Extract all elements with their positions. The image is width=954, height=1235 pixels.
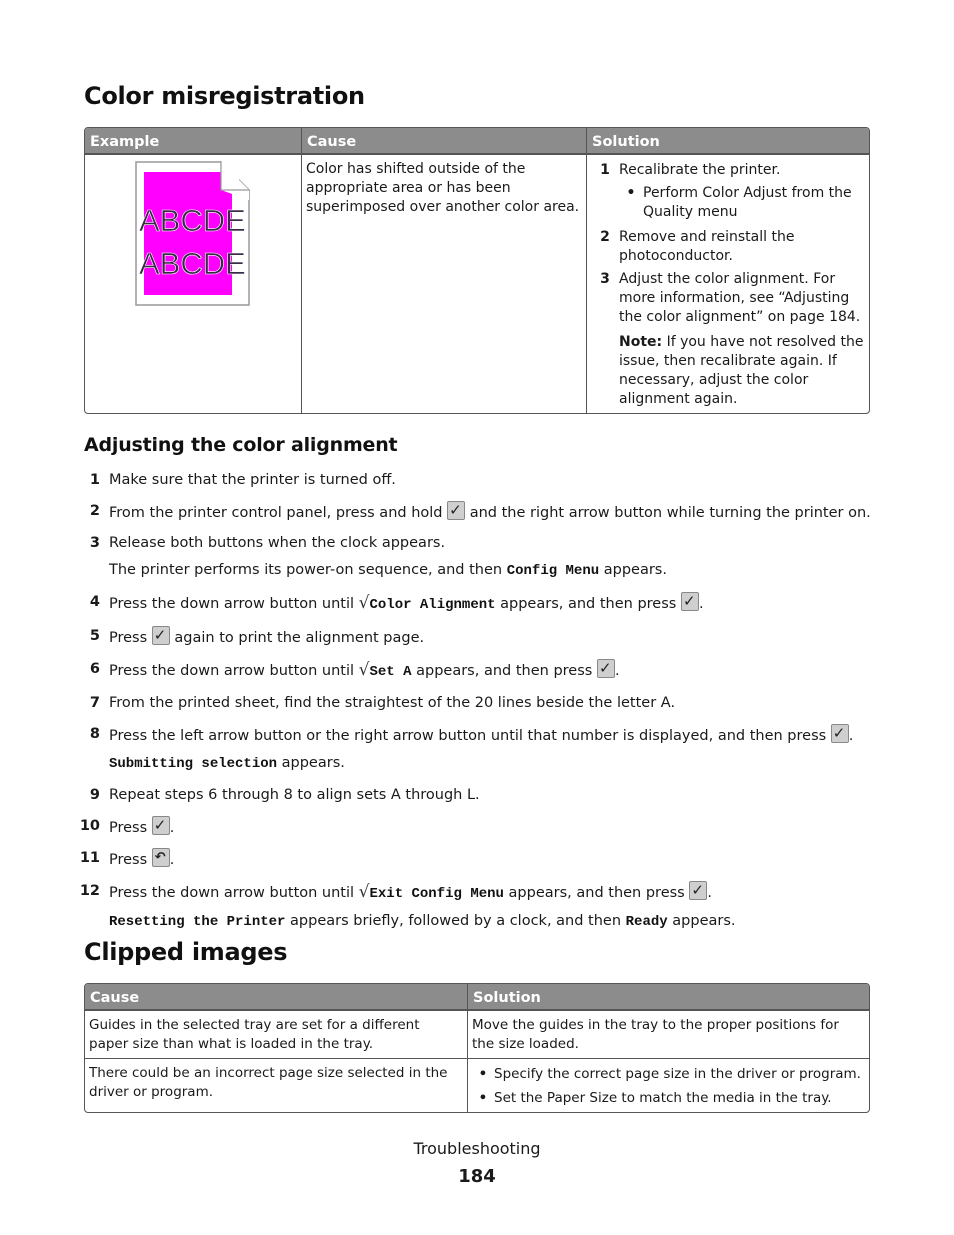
- step-3-detail: The printer performs its power-on sequence, and then Config Menu appears.: [109, 562, 667, 579]
- step-7: 7 From the printed sheet, find the straightest of the 20 lines beside the letter A.: [89, 695, 676, 711]
- step-10: 10 Press ✓ .: [79, 816, 175, 836]
- note: [619, 333, 865, 409]
- table-row: [85, 1010, 869, 1058]
- solution-step: 1 Recalibrate the printer. • Perform Color Adjust from the Quality menu: [591, 161, 865, 224]
- checkmark-button-icon: ✓: [447, 501, 465, 520]
- table-header-cause: Cause: [302, 128, 587, 154]
- page-number: 184: [458, 1166, 496, 1187]
- section-title-color-misregistration: Color misregistration: [84, 82, 365, 110]
- bullet-list: [472, 1065, 865, 1108]
- step-2: 2 From the printer control panel, press and hold ✓ and the right arrow button while turning the printer on.: [89, 501, 871, 521]
- example-text-line-1: ABCDE: [139, 203, 246, 238]
- solution-step: 3 Adjust the color alignment. For more information, see “Adjusting the color alignment” on page 184.: [600, 271, 861, 325]
- color-misregistration-table: [84, 127, 870, 414]
- menu-code: Ready: [625, 914, 668, 930]
- menu-code: Resetting the Printer: [109, 914, 286, 930]
- section-title-clipped-images: Clipped images: [84, 938, 288, 966]
- solution-step: 2 Remove and reinstall the photoconductor.: [600, 229, 795, 264]
- bullet-item: • Perform Color Adjust from the Quality menu: [626, 185, 852, 220]
- menu-marker-icon: √: [358, 593, 370, 613]
- step-12-detail: Resetting the Printer appears briefly, followed by a clock, and then Ready appears.: [109, 913, 736, 930]
- step-8-detail: Submitting selection appears.: [109, 755, 345, 772]
- menu-code: Config Menu: [506, 563, 600, 579]
- step-5: 5 Press ✓ again to print the alignment page.: [89, 626, 425, 646]
- cause-cell: [302, 154, 587, 413]
- solution-cell: [468, 1058, 869, 1112]
- footer-section-name: Troubleshooting: [413, 1139, 541, 1158]
- example-text-line-2: ABCDE: [139, 246, 246, 281]
- menu-code: Submitting selection: [109, 756, 278, 772]
- section-title-adjusting-color-alignment: Adjusting the color alignment: [84, 434, 398, 456]
- alignment-steps: [74, 470, 874, 932]
- table-header-solution: Solution: [587, 128, 869, 154]
- step-8: 8 Press the left arrow button or the right arrow button until that number is displayed, and then press ✓ .: [89, 724, 854, 744]
- example-cell: [85, 154, 302, 413]
- bullet-list: [619, 184, 865, 222]
- table-header-solution: Solution: [468, 984, 869, 1010]
- checkmark-button-icon: ✓: [152, 816, 170, 835]
- step-11: 11 Press ↶ .: [79, 850, 175, 868]
- checkmark-button-icon: ✓: [152, 626, 170, 645]
- note-label: Note:: [619, 334, 663, 350]
- misregistered-page-illustration: [89, 160, 295, 320]
- checkmark-button-icon: ✓: [681, 592, 699, 611]
- step-9: 9 Repeat steps 6 through 8 to align sets A through L.: [89, 787, 480, 803]
- checkmark-button-icon: ✓: [831, 724, 849, 743]
- cause-cell: Guides in the selected tray are set for a different paper size than what is loaded in the tray.: [85, 1010, 468, 1058]
- menu-code: Set A: [369, 664, 412, 680]
- table-header-example: Example: [85, 128, 302, 154]
- solution-steps: [591, 161, 865, 327]
- clipped-images-table: [84, 983, 870, 1113]
- note-text: If you have not resolved the issue, then recalibrate again. If necessary, adjust the color alignment again.: [619, 334, 864, 407]
- bullet-item: • Specify the correct page size in the driver or program.: [478, 1066, 861, 1082]
- checkmark-button-icon: ✓: [689, 881, 707, 900]
- cause-cell: There could be an incorrect page size selected in the driver or program.: [85, 1058, 468, 1112]
- menu-code: Exit Config Menu: [369, 886, 504, 902]
- step-4: 4 Press the down arrow button until √Color Alignment appears, and then press ✓ .: [89, 592, 704, 613]
- table-header-cause: Cause: [85, 984, 468, 1010]
- menu-marker-icon: √: [358, 882, 370, 902]
- bullet-item: • Set the Paper Size to match the media in the tray.: [478, 1090, 832, 1106]
- back-button-icon: ↶: [152, 848, 170, 867]
- cause-text: Color has shifted outside of the appropriate area or has been superimposed over another color area.: [306, 161, 580, 215]
- solution-cell: Move the guides in the tray to the proper positions for the size loaded.: [468, 1010, 869, 1058]
- step-1: 1 Make sure that the printer is turned off.: [89, 472, 396, 488]
- solution-cell: [587, 154, 869, 413]
- step-12: 12 Press the down arrow button until √Exit Config Menu appears, and then press ✓ .: [79, 881, 712, 902]
- step-6: 6 Press the down arrow button until √Set A appears, and then press ✓ .: [89, 659, 620, 680]
- step-3: 3 Release both buttons when the clock appears.: [89, 535, 446, 551]
- checkmark-button-icon: ✓: [597, 659, 615, 678]
- table-row: [85, 1058, 869, 1112]
- menu-marker-icon: √: [358, 660, 370, 680]
- menu-code: Color Alignment: [369, 597, 496, 613]
